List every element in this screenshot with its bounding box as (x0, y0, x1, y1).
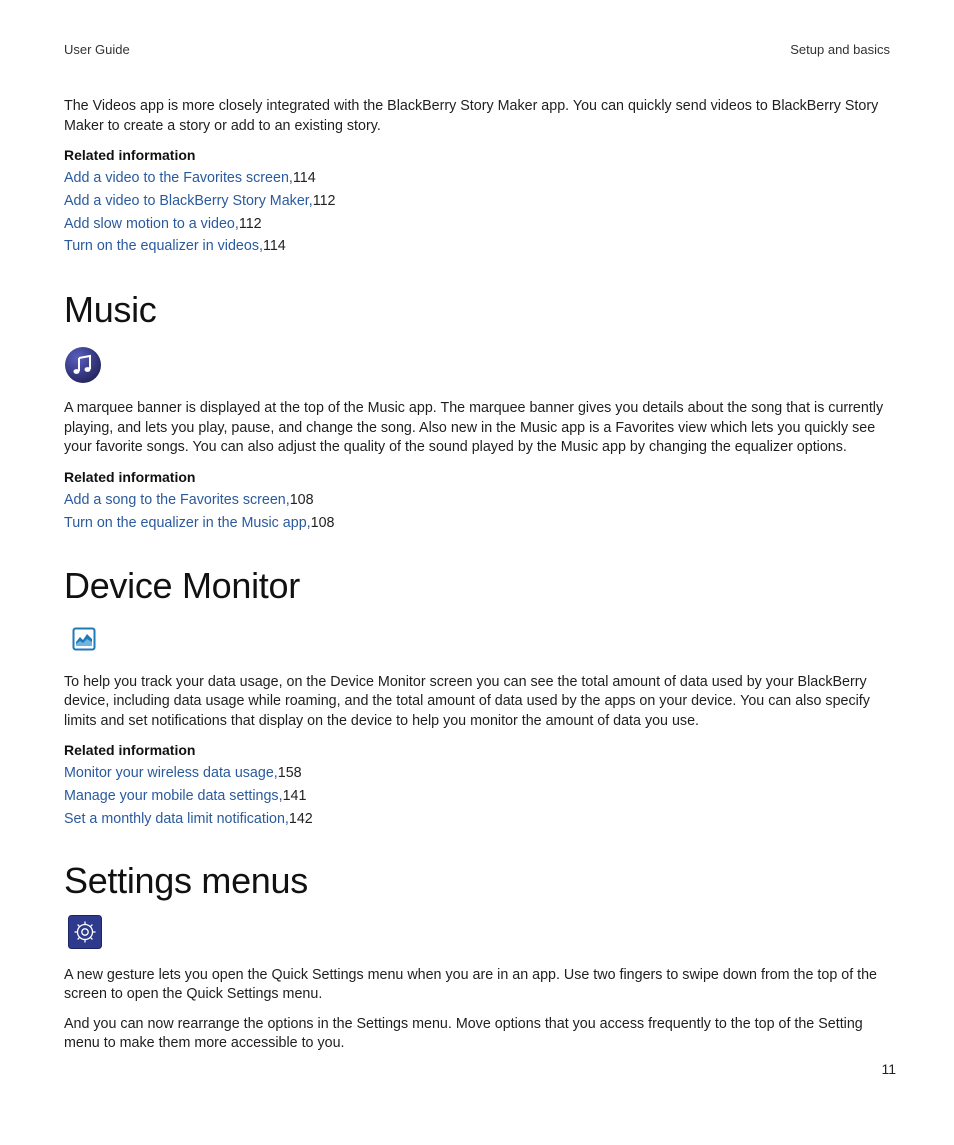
related-link[interactable]: Add a video to BlackBerry Story Maker, (64, 192, 313, 209)
related-link[interactable]: Manage your mobile data settings, (64, 787, 283, 804)
header-doc-title: User Guide (64, 42, 130, 57)
settings-paragraph-2: And you can now rearrange the options in the Settings menu. Move options that you access frequently to the top of the Setting menu to make them more accessible to you. (64, 1015, 863, 1052)
related-link-item (64, 192, 890, 210)
videos-paragraph: The Videos app is more closely integrated with the BlackBerry Story Maker app. You can quickly send videos to BlackBerry Story Maker to create a story or add to an existing story. (64, 98, 879, 134)
page-ref: 114 (292, 170, 316, 186)
page-ref: 158 (277, 765, 302, 782)
related-link[interactable]: Set a monthly data limit notification, (64, 810, 289, 827)
settings-paragraph-1: A new gesture lets you open the Quick Settings menu when you are in an app. Use two fingers to swipe down from the top of the screen to open the Quick Settings menu. (64, 966, 878, 1003)
related-links-list (64, 169, 890, 255)
music-note-icon (64, 346, 102, 389)
page-ref: 108 (289, 491, 314, 508)
related-link[interactable]: Add a video to the Favorites screen, (64, 170, 293, 186)
related-info-heading: Related information (64, 147, 196, 163)
device-monitor-icon-row (64, 619, 890, 665)
related-info-heading: Related information (64, 742, 196, 759)
related-links-list (64, 764, 890, 828)
settings-menus-heading: Settings menus (64, 859, 308, 901)
chart-icon (72, 627, 96, 656)
related-link[interactable]: Add a song to the Favorites screen, (64, 491, 290, 508)
page-header (64, 42, 890, 62)
page-ref: 112 (238, 215, 262, 232)
related-link[interactable]: Monitor your wireless data usage, (64, 765, 278, 782)
page-ref: 141 (282, 787, 307, 804)
related-link-item (64, 215, 890, 233)
videos-section (64, 97, 890, 255)
related-info-heading: Related information (64, 468, 196, 485)
related-link-item (64, 764, 890, 782)
music-section (64, 289, 890, 531)
device-monitor-section (64, 565, 890, 828)
page-number: 11 (881, 1061, 896, 1077)
music-icon-row (64, 344, 890, 390)
related-link[interactable]: Add slow motion to a video, (64, 215, 239, 232)
header-section-title: Setup and basics (790, 42, 890, 57)
device-monitor-heading: Device Monitor (64, 564, 300, 606)
related-link[interactable]: Turn on the equalizer in the Music app, (64, 514, 311, 531)
page-ref: 112 (312, 192, 336, 209)
related-link[interactable]: Turn on the equalizer in videos, (64, 238, 263, 255)
related-link-item (64, 237, 890, 255)
settings-menus-section (64, 860, 890, 1054)
settings-icon-row (64, 912, 890, 958)
related-link-item (64, 787, 890, 805)
gear-icon (68, 915, 102, 954)
device-monitor-paragraph: To help you track your data usage, on the Device Monitor screen you can see the total amount of data used by your BlackBerry device, including data usage while roaming, and the total amount of data used by the apps on your device. You can also specify limits and set notifications that display on the device to help you monitor the amount of data you use. (64, 673, 870, 729)
music-heading: Music (64, 289, 157, 331)
page-content (64, 97, 890, 1064)
related-link-item (64, 169, 890, 187)
related-links-list (64, 491, 890, 532)
page-ref: 142 (288, 810, 313, 827)
related-link-item (64, 514, 890, 532)
music-paragraph: A marquee banner is displayed at the top of the Music app. The marquee banner gives you details about the song that is currently playing, and lets you play, pause, and change the song. Also new in the Music app is a Favorites view which lets you quickly see your favorite songs. You can also adjust the quality of the sound played by the Music app by changing the equalizer options. (64, 400, 884, 456)
page-ref: 108 (310, 514, 335, 531)
related-link-item (64, 810, 890, 828)
page-ref: 114 (262, 238, 286, 255)
related-link-item (64, 491, 890, 509)
